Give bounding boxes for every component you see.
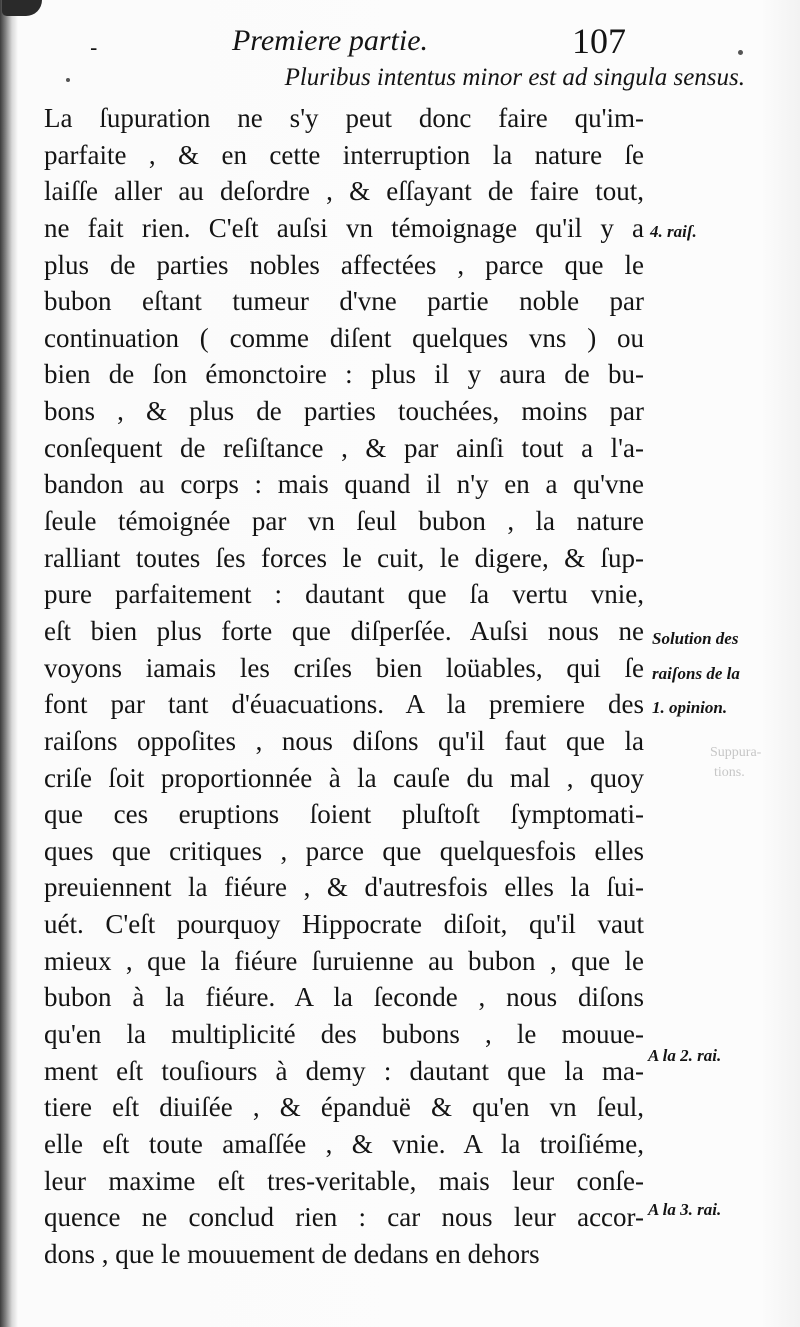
ink-speck <box>66 78 70 82</box>
text-line: bien de ſon émonctoire : plus il y aura de bu- <box>44 359 644 390</box>
text-line: conſequent de reſiſtance , & par ainſi tout a l'a- <box>44 432 644 463</box>
text-line: preuiennent la fiéure , & d'autresfois elles la ſui- <box>44 872 644 903</box>
text-line: parfaite , & en cette interruption la nature ſe <box>44 139 644 170</box>
margin-note-solution-line-1: Solution des <box>652 629 739 648</box>
show-through-line-1: Suppura- <box>710 745 762 760</box>
margin-note-4-raison: 4. raiſ. <box>650 222 697 241</box>
text-line: eſt bien plus forte que diſperſée. Auſsi nous ne <box>44 615 644 646</box>
margin-note-solution-line-2: raiſons de la <box>652 664 740 683</box>
body-text <box>44 100 644 1273</box>
header-dash: - <box>90 36 98 61</box>
page-gutter-shadow <box>0 0 18 1327</box>
text-line: font par tant d'éuacuations. A la premiere des <box>44 689 644 720</box>
text-line: quence ne conclud rien : car nous leur accor- <box>44 1202 644 1233</box>
text-line: bons , & plus de parties touchées, moins par <box>44 396 644 427</box>
show-through-line-2: tions. <box>714 765 745 780</box>
text-line: tiere eſt diuiſée , & épanduë & qu'en vn ſeul, <box>44 1092 644 1123</box>
text-line: mieux , que la fiéure ſuruienne au bubon , que le <box>44 945 644 976</box>
ink-speck <box>738 50 743 55</box>
text-line: bandon au corps : mais quand il n'y en a qu'vne <box>44 469 644 500</box>
text-line: ment eſt touſiours à demy : dautant que la ma- <box>44 1055 644 1086</box>
margin-note-solution-line-3: 1. opinion. <box>652 698 728 717</box>
text-line: elle eſt toute amaſſée , & vnie. A la troiſiéme, <box>44 1128 644 1159</box>
text-line: voyons iamais les criſes bien loüables, qui ſe <box>44 652 644 683</box>
text-line: pure parfaitement : dautant que ſa vertu vnie, <box>44 579 644 610</box>
text-line: continuation ( comme diſent quelques vns ) ou <box>44 322 644 353</box>
text-line: que ces eruptions ſoient pluſtoſt ſymptomati- <box>44 799 644 830</box>
text-line: dons , que le mouuement de dedans en dehors <box>44 1238 540 1269</box>
motto-line: Pluribus intentus minor est ad singula sensus. <box>284 64 745 91</box>
text-line: leur maxime eſt tres-veritable, mais leur conſe- <box>44 1165 644 1196</box>
margin-note-a-la-3: A la 3. rai. <box>648 1200 722 1219</box>
text-line: laiſſe aller au deſordre , & eſſayant de faire tout, <box>44 176 644 207</box>
text-line: uét. C'eſt pourquoy Hippocrate diſoit, qu'il vaut <box>44 909 644 940</box>
text-line: raiſons oppoſites , nous diſons qu'il faut que la <box>44 725 644 756</box>
text-line: ne fait rien. C'eſt auſsi vn témoignage qu'il y a <box>44 212 644 243</box>
text-line: ralliant toutes ſes forces le cuit, le digere, & ſup- <box>44 542 644 573</box>
text-line: ques que critiques , parce que quelquesfois elles <box>44 835 644 866</box>
text-line: bubon eſtant tumeur d'vne partie noble par <box>44 286 644 317</box>
page-number: 107 <box>572 21 626 61</box>
text-line: qu'en la multiplicité des bubons , le mouue- <box>44 1019 644 1050</box>
running-title: Premiere partie. <box>231 24 429 57</box>
page-header <box>0 14 800 64</box>
text-line: plus de parties nobles affectées , parce que le <box>44 249 644 280</box>
text-line: ſeule témoignée par vn ſeul bubon , la nature <box>44 506 644 537</box>
text-line: criſe ſoit proportionnée à la cauſe du mal , quoy <box>44 762 644 793</box>
margin-note-a-la-2: A la 2. rai. <box>648 1046 722 1065</box>
text-line: La ſupuration ne s'y peut donc faire qu'im- <box>44 103 644 133</box>
text-line: bubon à la fiéure. A la ſeconde , nous diſons <box>44 982 644 1013</box>
show-through-text <box>700 480 780 980</box>
